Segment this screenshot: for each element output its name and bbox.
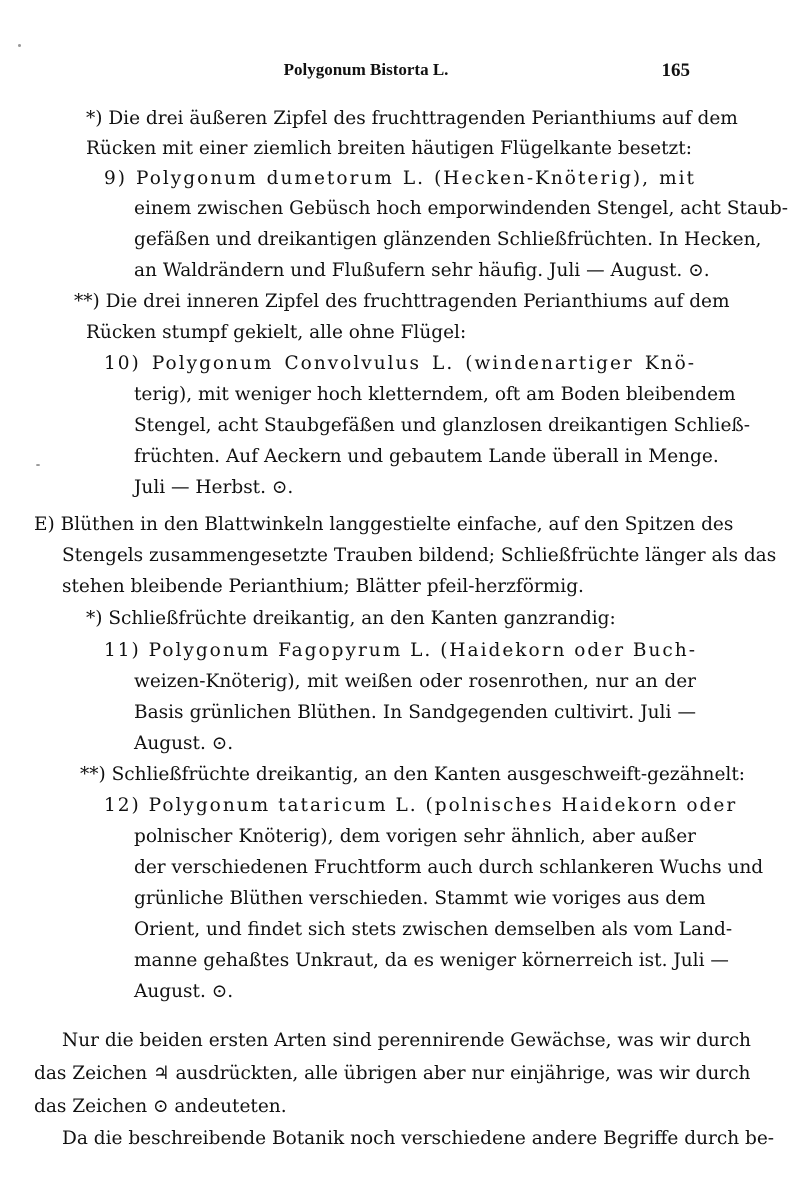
text-line: 10) Polygonum Convolvulus L. (windenartiger Knö- xyxy=(104,353,696,374)
page-number: 165 xyxy=(661,60,690,81)
text-line: August. ⊙. xyxy=(134,981,234,1002)
text-line: Stengels zusammengesetzte Trauben bildend; Schließfrüchte länger als das xyxy=(62,545,777,566)
text-line: August. ⊙. xyxy=(134,733,234,754)
text-line: manne gehaßtes Unkraut, da es weniger körnerreich ist. Juli — xyxy=(134,950,729,971)
text-line: Stengel, acht Staubgefäßen und glanzlosen dreikantigen Schließ- xyxy=(134,415,751,436)
text-line: polnischer Knöterig), dem vorigen sehr ähnlich, aber außer xyxy=(134,826,696,847)
page-header xyxy=(0,60,732,90)
scan-speck xyxy=(18,44,21,47)
text-line: weizen-Knöterig), mit weißen oder rosenrothen, nur an der xyxy=(134,671,696,692)
text-line: Basis grünlichen Blüthen. In Sandgegenden cultivirt. Juli — xyxy=(134,702,696,723)
text-line: **) Die drei inneren Zipfel des fruchttragenden Perianthiums auf dem xyxy=(74,291,730,312)
text-line: 9) Polygonum dumetorum L. (Hecken-Knöterig), mit xyxy=(104,168,696,189)
text-line: das Zeichen ⊙ andeuteten. xyxy=(34,1096,287,1117)
text-line: das Zeichen ♃ ausdrückten, alle übrigen aber nur einjährige, was wir durch xyxy=(34,1063,751,1084)
text-line: Orient, und findet sich stets zwischen demselben als vom Land- xyxy=(134,919,733,940)
text-line: Rücken stumpf gekielt, alle ohne Flügel: xyxy=(86,322,467,343)
text-line: an Waldrändern und Flußufern sehr häufig. Juli — August. ⊙. xyxy=(134,260,710,281)
text-line: *) Schließfrüchte dreikantig, an den Kanten ganzrandig: xyxy=(86,608,616,629)
text-line: Juli — Herbst. ⊙. xyxy=(134,477,294,498)
text-line: **) Schließfrüchte dreikantig, an den Kanten ausgeschweift-gezähnelt: xyxy=(80,764,746,785)
text-line: früchten. Auf Aeckern und gebautem Lande überall in Menge. xyxy=(134,446,719,467)
text-line: Rücken mit einer ziemlich breiten häutigen Flügelkante besetzt: xyxy=(86,138,692,159)
text-line: *) Die drei äußeren Zipfel des fruchttragenden Perianthiums auf dem xyxy=(86,108,738,129)
text-line: einem zwischen Gebüsch hoch emporwindenden Stengel, acht Staub- xyxy=(134,198,788,219)
text-line: grünliche Blüthen verschieden. Stammt wie voriges aus dem xyxy=(134,888,706,909)
text-line: Da die beschreibende Botanik noch verschiedene andere Begriffe durch be- xyxy=(62,1128,775,1149)
text-line: 11) Polygonum Fagopyrum L. (Haidekorn oder Buch- xyxy=(104,640,697,661)
text-line: gefäßen und dreikantigen glänzenden Schließfrüchten. In Hecken, xyxy=(134,229,762,250)
text-line: E) Blüthen in den Blattwinkeln langgestielte einfache, auf den Spitzen des xyxy=(34,514,734,535)
text-line: Nur die beiden ersten Arten sind perennirende Gewächse, was wir durch xyxy=(62,1030,751,1051)
text-line: 12) Polygonum tataricum L. (polnisches Haidekorn oder xyxy=(104,795,738,816)
text-line: terig), mit weniger hoch kletterndem, oft am Boden bleibendem xyxy=(134,384,736,405)
scan-speck xyxy=(36,464,40,466)
text-line: der verschiedenen Fruchtform auch durch schlankeren Wuchs und xyxy=(134,857,764,878)
running-title: Polygonum Bistorta L. xyxy=(283,60,449,79)
text-line: stehen bleibende Perianthium; Blätter pfeil-herzförmig. xyxy=(62,576,584,597)
